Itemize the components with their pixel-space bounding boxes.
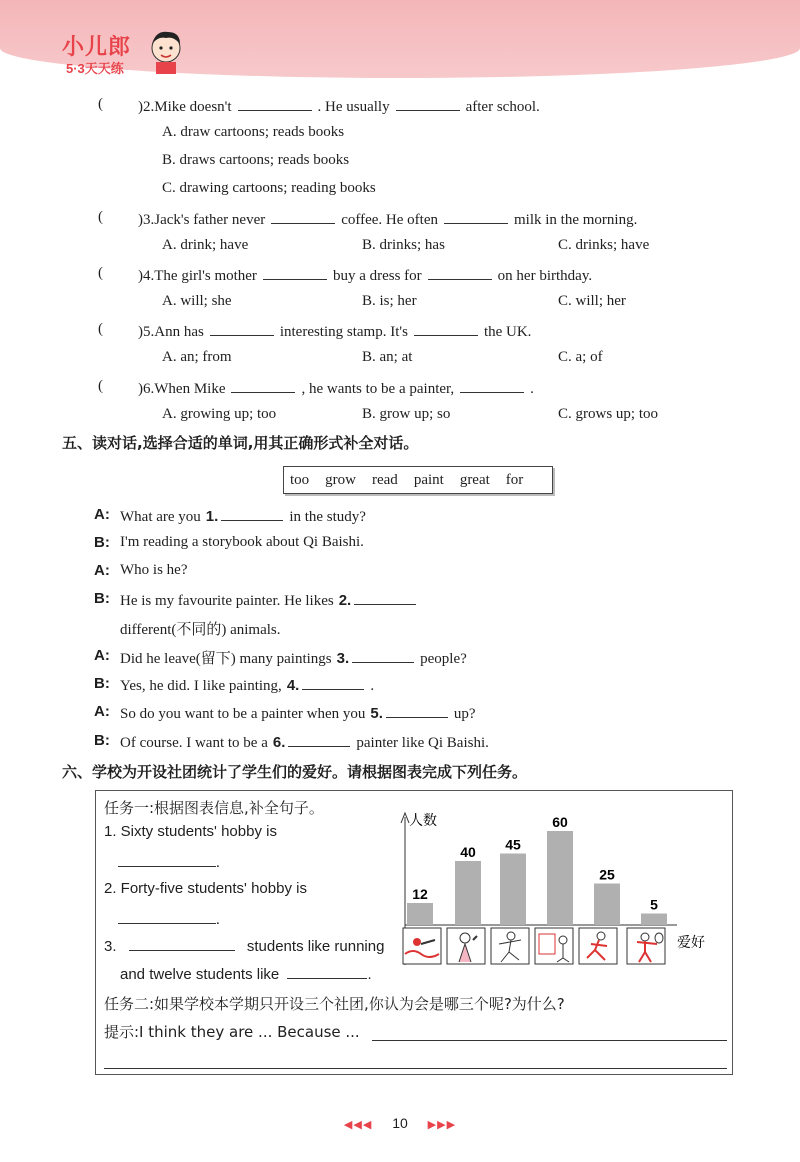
dialogue-text: Who is he? [120,562,188,578]
dialogue-line [120,590,422,610]
option: B. draws cartoons; reads books [162,152,350,168]
word-bank-word: read [372,471,398,488]
question-text: . He usually [317,99,390,115]
period: . [216,912,220,928]
q3-text-b: and twelve students like [120,966,280,983]
dialogue-line [120,703,476,723]
word-bank [283,466,553,494]
question-number: )6. [138,381,155,397]
question-number: )4. [138,268,155,284]
question-text: Ann has [154,324,204,340]
question-line [138,209,637,229]
option: B. grow up; so [362,406,451,422]
answer-blank[interactable] [396,96,460,111]
task-1-answer-2[interactable] [118,909,220,929]
answer-blank[interactable] [288,732,350,747]
page-footer [0,1115,800,1131]
option: C. grows up; too [558,406,659,422]
answer-blank[interactable] [428,265,492,280]
word-bank-word: for [505,471,524,488]
answer-blank[interactable] [460,378,524,393]
dialogue-text: He is my favourite painter. He likes [120,593,334,609]
blank-number: 6. [272,734,286,751]
option: A. will; she [162,293,232,309]
dialogue-text: up? [453,706,476,722]
dialogue-line [120,675,374,695]
blank-number: 4. [286,677,300,694]
answer-blank[interactable] [386,703,448,718]
dialogue-text: painter like Qi Baishi. [356,735,489,751]
question-text: When Mike [154,381,226,397]
speaker: A: [94,562,110,579]
dialogue-line [120,732,489,752]
dialogue-line [120,647,467,668]
option: B. drinks; has [362,237,445,253]
prev-arrows-icon: ◀◀◀ [343,1119,373,1131]
dialogue-text: Of course. I want to be a [120,735,268,751]
word-bank-word: grow [325,471,356,488]
dialogue-text: So do you want to be a painter when you [120,706,366,722]
dialogue-text: Did he leave(留下) many paintings [120,651,332,667]
task-1-question-1: 1. Sixty students' hobby is [104,823,277,840]
answer-blank[interactable] [231,378,295,393]
answer-blank[interactable] [271,209,335,224]
brand-subtitle: 5·3天天练 [66,61,124,76]
question-text: coffee. He often [341,212,438,228]
word-bank-word: too [290,471,310,488]
dialogue-text: Yes, he did. I like painting, [120,678,282,694]
question-number: )3. [138,212,155,228]
question-text: milk in the morning. [514,212,638,228]
option: A. an; from [162,349,232,365]
speaker: B: [94,590,110,607]
dialogue-text: I'm reading a storybook about Qi Baishi. [120,534,364,550]
dancing-icon [491,928,529,964]
question-number: )5. [138,324,155,340]
question-text: after school. [465,99,540,115]
answer-blank[interactable] [354,590,416,605]
blank-number: 1. [205,508,219,525]
question-number: )2. [138,99,155,115]
blank-number: 5. [370,705,383,722]
speaker: A: [94,506,110,523]
answer-paren[interactable]: ( [98,378,103,394]
option: B. is; her [362,293,417,309]
task-2-answer-line-2[interactable] [104,1068,727,1069]
q3-text-a: students like running [246,938,385,955]
task-2-hint: 提示:I think they are ... Because ... [104,1023,360,1041]
y-axis-label: 人数 [409,813,437,829]
speaker: B: [94,732,110,749]
question-text: interesting stamp. It's [279,324,408,340]
speaker: A: [94,703,110,720]
bar-painting [547,831,573,925]
dialogue-line [120,562,187,579]
q3-number: 3. [104,938,117,955]
answer-paren[interactable]: ( [98,321,103,337]
dialogue-line [120,534,364,551]
option: C. a; of [558,349,603,365]
question-text: The girl's mother [154,268,257,284]
answer-blank[interactable] [238,96,312,111]
hobby-bar-chart [395,805,715,970]
question-text: . [530,381,534,397]
dialogue-text: . [370,678,375,694]
option: A. growing up; too [162,406,277,422]
boy-mascot-icon [146,28,186,74]
task-1-answer-3a[interactable] [129,936,235,951]
speaker: B: [94,675,110,692]
answer-blank[interactable] [221,506,283,521]
dialogue-text: different(不同的) animals. [120,622,281,638]
next-arrows-icon: ▶▶▶ [427,1119,457,1131]
bar-value-label: 12 [412,886,428,902]
dialogue-text: in the study? [289,509,366,525]
option: C. drinks; have [558,237,650,253]
option: C. will; her [558,293,626,309]
task-1-answer-1[interactable] [118,852,220,872]
question-text: on her birthday. [497,268,593,284]
bar-running [594,884,620,926]
singing-icon [447,928,485,964]
speaker: A: [94,647,110,664]
badminton-icon [627,928,665,964]
bar-value-label: 60 [552,814,568,830]
bar-value-label: 45 [505,836,521,853]
page-number: 10 [392,1115,408,1131]
question-text: buy a dress for [332,268,422,284]
option: A. drink; have [162,237,249,253]
dialogue-text: What are you [120,509,201,525]
task-1-title: 任务一:根据图表信息,补全句子。 [104,799,324,817]
section-5-title: 五、读对话,选择合适的单词,用其正确形式补全对话。 [62,434,419,452]
painting-icon [535,928,573,964]
task-2-answer-line-1[interactable] [372,1040,727,1041]
word-bank-word: paint [413,471,444,488]
question-line [138,321,531,341]
bar-value-label: 40 [460,844,476,860]
answer-blank[interactable] [263,265,327,280]
answer-blank[interactable] [352,648,414,663]
bar-playing-badminton [641,914,667,926]
answer-paren[interactable]: ( [98,209,103,225]
dialogue-line [120,618,281,639]
bar-singing [455,861,481,925]
q3-end: . [367,966,372,983]
swimming-icon [403,928,441,964]
x-axis-label: 爱好 [677,935,705,951]
option: A. draw cartoons; reads books [162,124,345,140]
answer-blank[interactable] [414,321,478,336]
dialogue-line [120,506,366,526]
question-text: the UK. [483,324,532,340]
running-icon [579,928,617,964]
task-1-question-2: 2. Forty-five students' hobby is [104,880,307,897]
bar-swimming [407,903,433,925]
period: . [216,855,220,871]
task-2-title: 任务二:如果学校本学期只开设三个社团,你认为会是哪三个呢?为什么? [104,995,565,1013]
question-line [138,96,540,116]
speaker: B: [94,534,110,551]
bar-value-label: 25 [599,866,615,883]
question-line [138,378,534,398]
answer-paren[interactable]: ( [98,265,103,281]
blank-number: 3. [336,650,350,667]
task-1-answer-3b[interactable] [287,964,367,979]
answer-blank[interactable] [444,209,508,224]
bar-dancing [500,854,526,926]
dialogue-text: people? [420,651,467,667]
option: B. an; at [362,349,413,365]
bar-value-label: 5 [650,896,658,913]
question-line [138,265,592,285]
question-text: Mike doesn't [154,99,232,115]
blank-number: 2. [338,592,352,609]
answer-blank[interactable] [302,675,364,690]
section-6-title: 六、学校为开设社团统计了学生们的爱好。请根据图表完成下列任务。 [62,763,528,781]
answer-paren[interactable]: ( [98,96,103,112]
question-text: Jack's father never [154,212,266,228]
word-bank-word: great [459,471,490,488]
question-text: , he wants to be a painter, [301,381,455,397]
answer-blank[interactable] [210,321,274,336]
brand-logo: 小儿郎 [62,34,132,59]
option: C. drawing cartoons; reading books [162,180,376,196]
